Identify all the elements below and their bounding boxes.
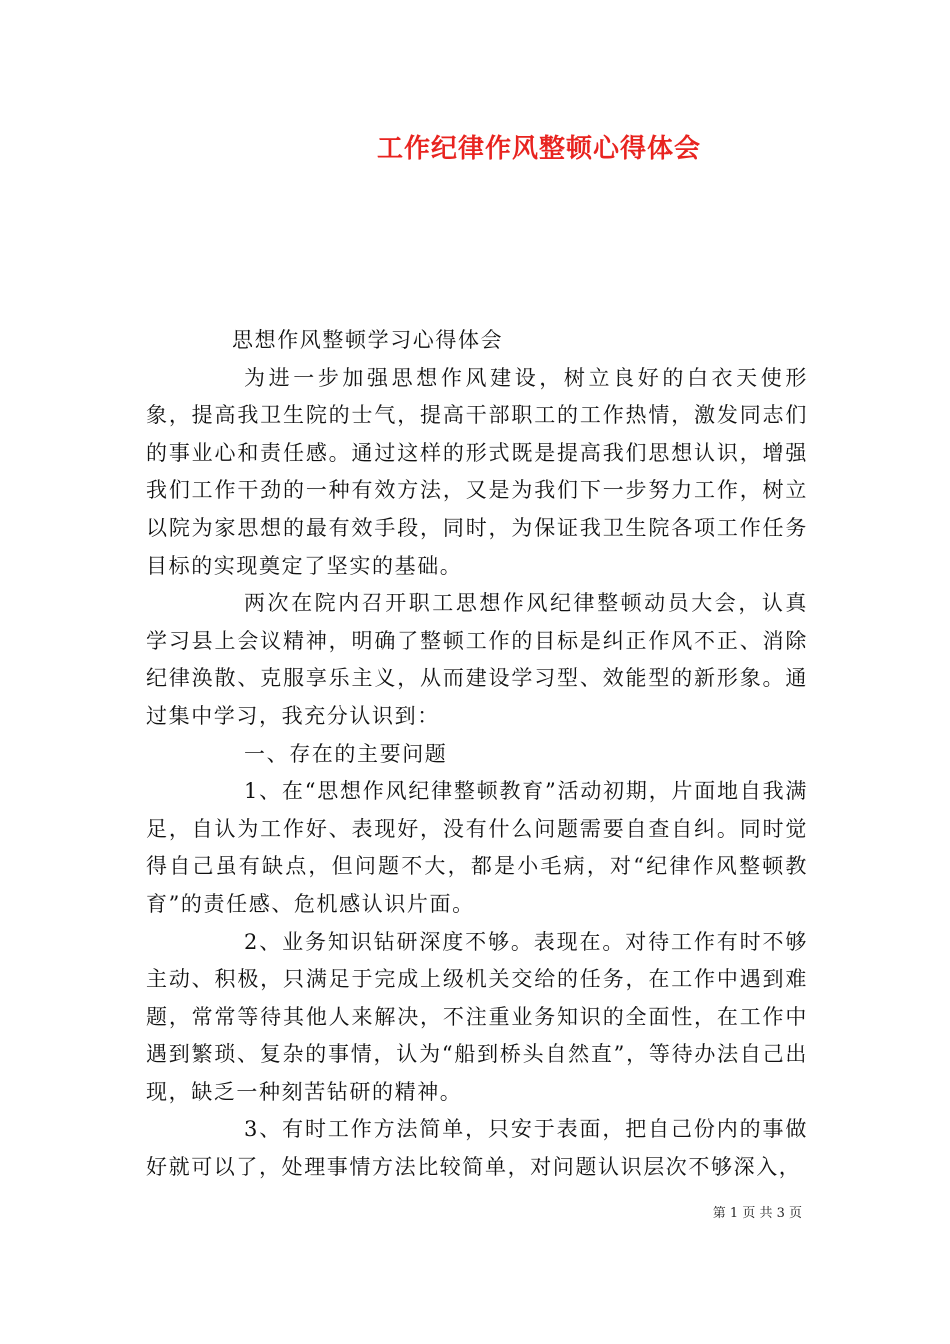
document-subtitle: 思想作风整顿学习心得体会 bbox=[232, 328, 504, 352]
paragraph: 1、在“思想作风纪律整顿教育”活动初期，片面地自我满足，自认为工作好、表现好，没有什么问题需要自查自纠。同时觉得自己虽有缺点，但问题不大，都是小毛病，对“纪律作风整顿教育”的责任感、危机感认识片面。 bbox=[146, 779, 808, 916]
paragraph: 两次在院内召开职工思想作风纪律整顿动员大会，认真学习县上会议精神，明确了整顿工作的目标是纠正作风不正、消除纪律涣散、克服享乐主义，从而建设学习型、效能型的新形象。通过集中学习，我充分认识到： bbox=[146, 591, 808, 728]
paragraph: 3、有时工作方法简单，只安于表面，把自己份内的事做好就可以了，处理事情方法比较简单，对问题认识层次不够深入， bbox=[146, 1117, 808, 1180]
document-body bbox=[146, 322, 808, 1187]
document-title: 工作纪律作风整顿心得体会 bbox=[376, 134, 701, 164]
paragraph: 为进一步加强思想作风建设，树立良好的白衣天使形象，提高我卫生院的士气，提高干部职工的工作热情，激发同志们的事业心和责任感。通过这样的形式既是提高我们思想认识，增强我们工作干劲的一种有效方法，又是为我们下一步努力工作，树立以院为家思想的最有效手段，同时，为保证我卫生院各项工作任务目标的实现奠定了坚实的基础。 bbox=[146, 365, 808, 578]
page-number-footer: 第 1 页 共 3 页 bbox=[712, 1206, 802, 1221]
paragraph: 2、业务知识钻研深度不够。表现在。对待工作有时不够主动、积极，只满足于完成上级机关交给的任务，在工作中遇到难题，常常等待其他人来解决，不注重业务知识的全面性，在工作中遇到繁琐、复杂的事情，认为“船到桥头自然直”，等待办法自己出现，缺乏一种刻苦钻研的精神。 bbox=[146, 929, 808, 1104]
section-heading: 一、存在的主要问题 bbox=[244, 741, 448, 766]
